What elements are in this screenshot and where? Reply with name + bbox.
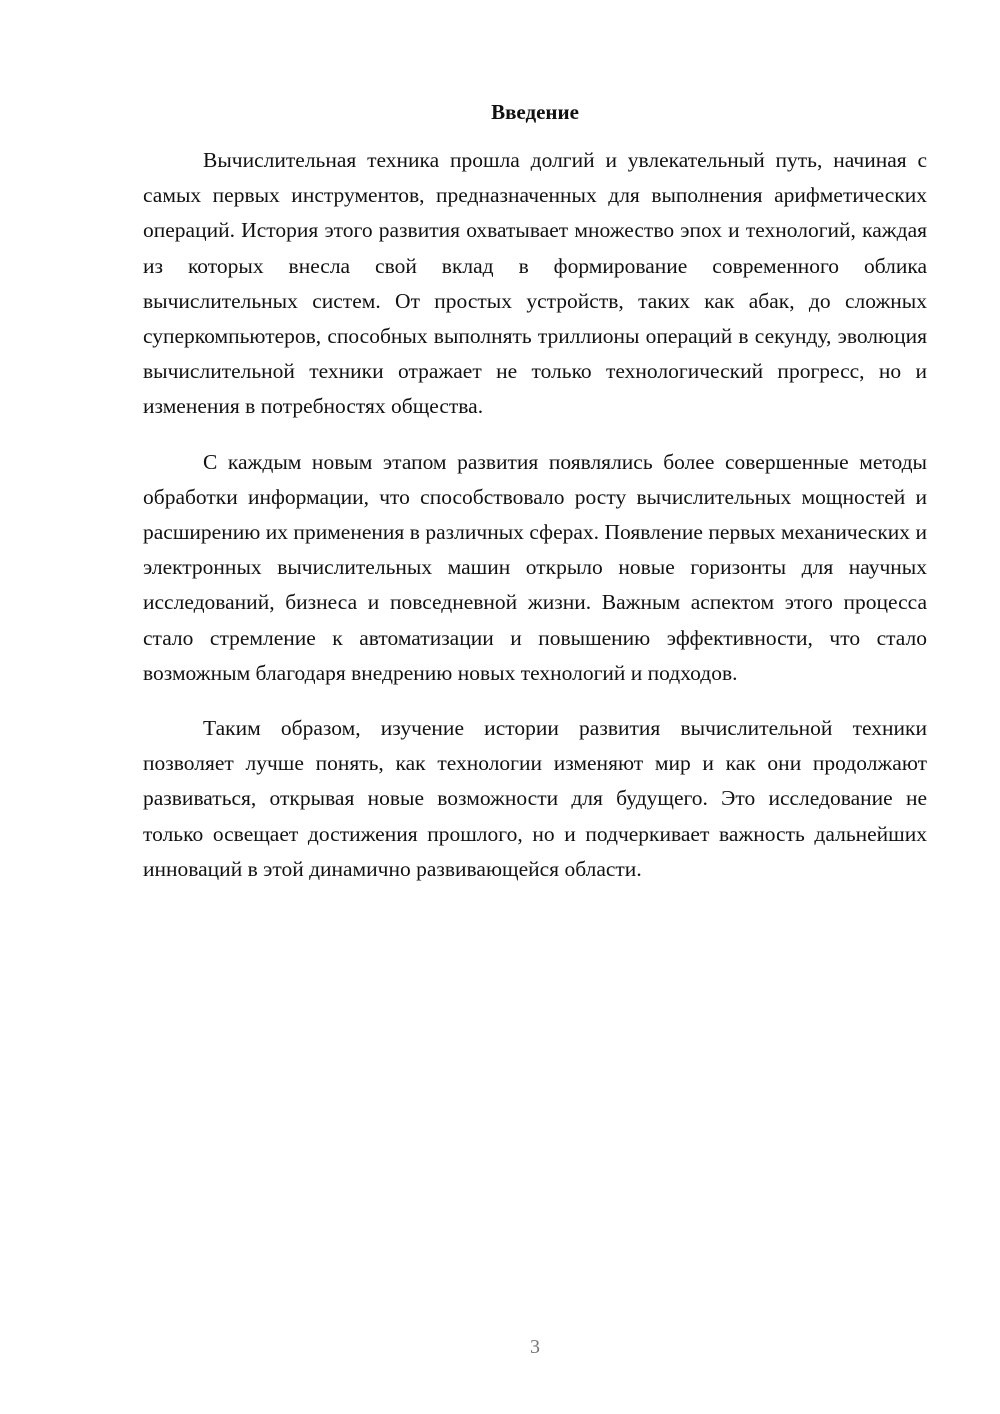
paragraph-3: Таким образом, изучение истории развития вычислительной техники позволяет лучше понять, как технологии изменяют мир и как они продолжают развиваться, открывая новые возможности для будущего. Это исследование не только освещает достижения прошлого, но и подчеркивает важность дальнейших инноваций в этой динамично развивающейся области. [143, 716, 927, 881]
paragraph-1: Вычислительная техника прошла долгий и увлекательный путь, начиная с самых первых инструментов, предназначенных для выполнения арифметических операций. История этого развития охватывает множество эпох и технологий, каждая из которых внесла свой вклад в формирование современного облика вычислительных систем. От простых устройств, таких как абак, до сложных суперкомпьютеров, способных выполнять триллионы операций в секунду, эволюция вычислительной техники отражает не только технологический прогресс, но и изменения в потребностях общества. [143, 148, 927, 419]
page-number: 3 [530, 1336, 540, 1358]
document-body [143, 143, 927, 907]
page-title: Введение [491, 100, 579, 124]
paragraph-2: С каждым новым этапом развития появлялись более совершенные методы обработки информации, что способствовало росту вычислительных мощностей и расширению их применения в различных сферах. Появление первых механических и электронных вычислительных машин открыло новые горизонты для научных исследований, бизнеса и повседневной жизни. Важным аспектом этого процесса стало стремление к автоматизации и повышению эффективности, что стало возможным благодаря внедрению новых технологий и подходов. [143, 449, 927, 685]
